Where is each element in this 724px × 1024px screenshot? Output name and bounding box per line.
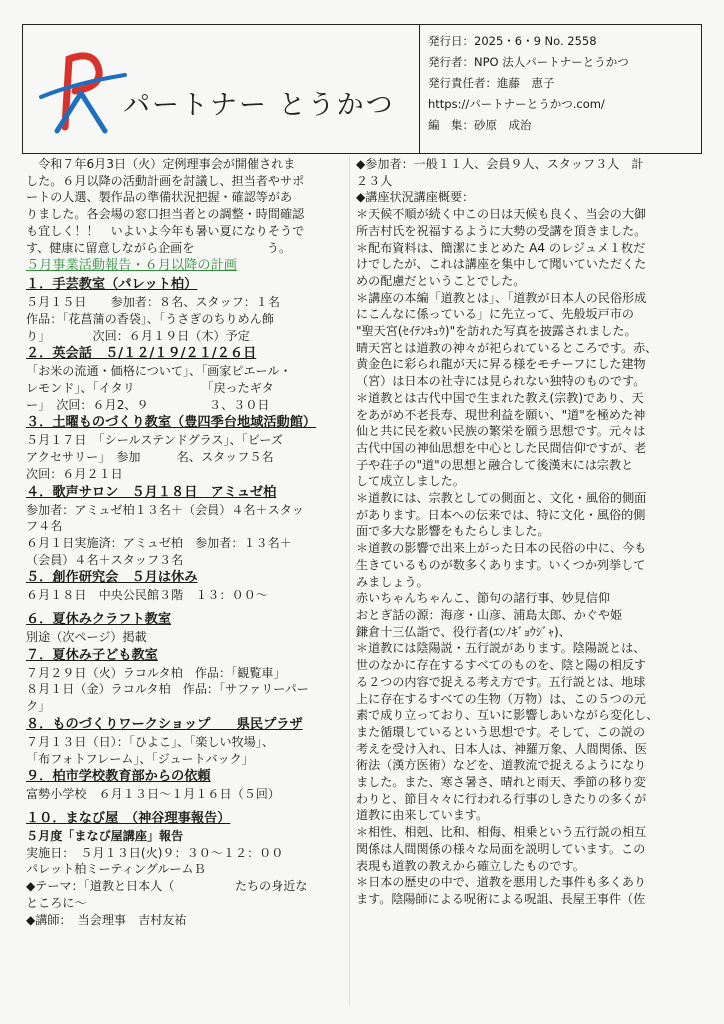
item-line: ６月１日実施済：アミュゼ柏 参加者：１３名＋ [26,535,292,550]
chief-editor: 発行責任者：進藤 恵子 [428,76,555,90]
article-line: ＊道教とは古代中国で生まれた教え(宗教)であり、天 [356,390,644,405]
item-line: り」 次回：６月１９日（木）予定 [26,328,250,343]
article-line: けでしたが、これは講座を集中して聞いていただくた [356,257,647,272]
article-line: 考えを受け入れ、日本人は、神羅万象、人間関係、医 [356,741,647,756]
column-divider [349,156,350,1006]
item-line: 実施日： ５月１３日(火)９：３０～１２：００ [26,845,284,860]
item-line: ◆テーマ：「道教と日本人（ たちの身近な [26,879,308,894]
right-column [356,156,700,908]
intro-line: ートの人選、製作品の準備状況把握・確認等があ [26,190,293,205]
article-line: また循環しているという思想です。そして、この説の [356,724,646,739]
left-column [26,156,344,928]
article-line: ＊日本の歴史の中で、道教を悪用した事件も多くあり [356,875,647,890]
article-line: ます。陰陽師による呪術による呪詛、長屋王事件（佐 [356,891,646,906]
article-line: おとぎ話の源：海彦・山彦、浦島太郎、かぐや姫 [356,607,623,622]
item-line: ５月１７日 「シールステンドグラス」、「ビーズ [26,433,283,448]
newsletter-title: パートナー とうかつ [123,90,395,121]
article-line: があります。日本への伝来では、特に文化・風俗的側 [356,507,646,522]
article-line: 関係は人間関係の様々な局面を説明しています。この [356,841,646,856]
article-line: ＊道教には、宗教としての側面と、文化・風俗的側面 [356,491,647,506]
item-line: ７月１３日（日）：「ひよこ」、「楽しい牧場」、 [26,734,274,749]
section-title: ５月事業活動報告・６月以降の計画 [26,258,237,274]
article-line: （宮）は日本の社寺には見られない独特のものです。 [356,374,646,389]
article-line: ＊道教の影響で出来上がった日本の民俗の中に、今も [356,541,647,556]
article-line: ◆講座状況講座概要： [356,190,475,205]
item-heading: １．手芸教室（パレット柏） [26,277,198,293]
item-heading: １０．まなび屋 （神谷理事報告） [26,810,231,826]
item-line: ７月２９日（火）ラコルタ柏 作品：「観覧車」 [26,665,286,680]
article-line: 世のなかに存在するすべてのものを、陰と陽の相反す [356,658,647,673]
item-line: 「お米の流通・価格について」、「画家ピエール・ [26,364,292,379]
article-line: 赤いちゃんちゃんこ、節句の諸行事、妙見信仰 [356,591,610,606]
article-line: 術法（漢方医術）などを、道教流で捉えるようになり [356,758,647,773]
item-line: ６月１８日 中央公民館３階 １３：００～ [26,588,268,603]
item-line: アクセサリー」 参加 名、スタッフ５名 [26,450,274,465]
article-line: 所吉村氏を祝福するように大勢の受講を頂きました。 [356,223,647,238]
article-line: わりと、節目々々に行われる行事のしきたりの多くが [356,791,647,806]
item-line: レモンド」、「イタリ 「戻ったギタ [26,381,274,396]
article-line: ＊相性、相剋、比和、相侮、相乗という五行説の相互 [356,825,647,840]
article-line: 素で成り立っており、互いに影響しあいながら変化し、 [356,708,659,723]
website-url[interactable]: https://パートナーとうかつ.com/ [428,97,605,111]
partner-logo-icon [35,39,131,139]
article-line: 晴天宮とは道教の神々が祀られているところです。赤、 [356,340,658,355]
article-line: ◆参加者：一般１１人、会員９人、スタッフ３人 計 [356,157,644,171]
item-line: ◆講師： 当会理事 吉村友祐 [26,912,187,927]
article-line: 古代中国の神仙思想を中心とした民間信仰ですが、老 [356,440,647,455]
item-line: ５月度「まなび屋講座」報告 [26,828,184,843]
newsletter-page [22,24,702,1014]
issue-meta [419,25,703,153]
header-box [22,24,702,154]
article-line: 生きているものが数多くあります。いくつか列挙して [356,557,646,572]
article-line: る２つの内容で捉える考え方です。五行説とは、地球 [356,674,646,689]
article-line: 鎌倉十三仏詣で、役行者(ｴﾝﾉｷﾞｮｳｼﾞｬ)、 [356,624,571,639]
article-line: みましょう。 [356,574,429,589]
issue-date: 発行日：2025・6・9 No. 2558 [428,34,597,48]
item-heading: ４．歌声サロン ５月１８日 アミュゼ柏 [26,484,277,500]
article-line: をあがめ不老長寿、現世利益を願い、"道"を極めた神 [356,407,646,422]
item-heading: ９．柏市学校教育部からの依頼 [26,769,211,785]
article-line: 黄金色に彩られ龍が天に昇る様をモチーフにした建物 [356,357,646,372]
publisher: 発行者：NPO 法人パートナーとうかつ [428,55,629,69]
article-line: ＊道教には陰陽説・五行説があります。陰陽説とは、 [356,641,646,656]
item-line: ク」 [26,699,51,714]
item-line: ところに～ [26,895,87,910]
article-line: ＊配布資料は、簡潔にまとめた A4 のレジュメ１枚だ [356,240,646,255]
item-line: （会員）４名＋スタッフ３名 [26,552,184,567]
item-heading: ７．夏休み子ども教室 [26,647,158,663]
item-heading: ２．英会話 ５/１２/１９/２１/２６日 [26,346,257,362]
editor: 編 集：砂原 成治 [428,118,532,132]
intro-line: も宜しく！！ いよいよ今年も暑い夏になりそうで [26,223,305,238]
article-line: ました。また、寒さ暑さ、晴れと雨天、季節の移り変 [356,775,646,790]
intro-line: 令和７年6月3日（火）定例理事会が開催されま [26,157,296,171]
item-line: 富勢小学校 ６月１３日～１月１６日（５回） [26,787,280,802]
item-heading: ３．土曜ものづくり教室（豊四季台地域活動館） [26,415,317,431]
item-line: 作品：「花菖蒲の香袋」、「うさぎのちりめん飾 [26,311,274,326]
item-line: 「布フォトフレーム」、「ジュートバック」 [26,751,254,766]
article-line: して成立しました。 [356,474,465,489]
item-heading: ８．ものづくりワークショップ 県民プラザ [26,716,303,732]
article-line: 子や荘子の"道"の思想と融合して後漢末には宗教と [356,457,634,472]
intro-line: す、健康に留意しながら企画を う。 [26,240,292,255]
article-line: 仙と共に民を救い民族の繁栄を願う思想です。元々は [356,424,646,439]
article-line: 上に存在するすべての生物（万物）は、この５つの元 [356,691,647,706]
item-line: ー」 次回：６月2、９ ３、３０日 [26,397,270,412]
item-line: ８月１日（金）ラコルタ柏 作品：「サファリーパー [26,682,309,697]
article-line: にこんなに係っている」に先立って、先般坂戸市の [356,307,634,322]
item-heading: ６．夏休みクラフト教室 [26,612,172,628]
item-line: 次回：６月２１日 [26,466,123,481]
item-heading: ５．創作研究会 ５月は休み [26,570,198,586]
article-line: ２３人 [356,173,393,188]
article-line: "聖天宮(ｾｲﾃﾝｷｭｳ)"を訪れた写真を披露されました。 [356,324,637,339]
article-line: 表現も道教の教えから確立したものです。 [356,858,585,873]
item-line: パレット柏ミーティングルームＢ [26,862,206,877]
article-line: 面で多大な影響をもたらしました。 [356,524,550,539]
intro-line: りました。各会場の窓口担当者との調整・時間確認 [26,207,305,222]
article-line: 道教に由来しています。 [356,808,489,823]
item-line: 別途（次ページ）掲載 [26,630,147,645]
article-line: めの配慮だということでした。 [356,273,526,288]
item-line: ５月１５日 参加者：８名、スタッフ：１名 [26,295,280,310]
item-line: フ４名 [26,519,63,534]
intro-line: した。６月以降の活動計画を討議し、担当者やサポ [26,173,305,188]
item-line: 参加者：アミュゼ柏１３名＋（会員）４名＋スタッ [26,502,304,517]
article-line: ＊講座の本編「道教とは」、「道教が日本人の民俗形成 [356,290,647,305]
article-line: ＊天候不順が続く中この日は天候も良く、当会の大御 [356,207,647,222]
